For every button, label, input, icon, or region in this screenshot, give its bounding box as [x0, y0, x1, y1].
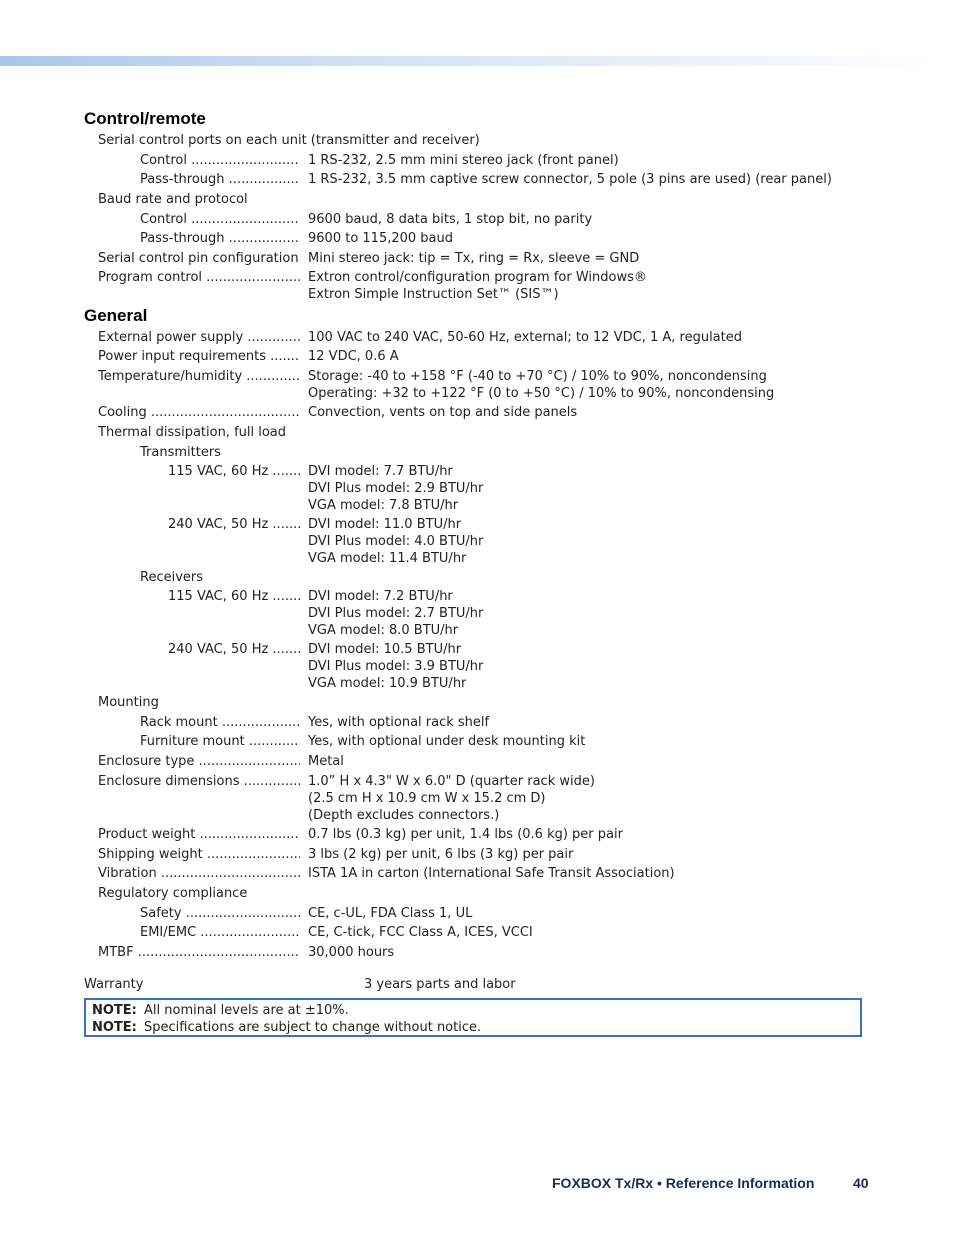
spec-label: Safety .....	[140, 905, 300, 922]
spec-value	[308, 773, 595, 824]
note-key: NOTE:	[92, 1003, 137, 1018]
spec-label: Power input requirements .....	[98, 348, 300, 365]
section-heading-general: General	[84, 306, 148, 325]
spec-label: Shipping weight .....	[98, 846, 300, 863]
note-text: All nominal levels are at ±10%.	[144, 1003, 349, 1018]
note-line	[92, 1020, 481, 1035]
spec-value-line: Storage: -40 to +158 °F (-40 to +70 °C) / 10% to 90%, noncondensing	[308, 369, 767, 384]
spec-label: 115 VAC, 60 Hz .....	[168, 588, 300, 605]
section-heading-control: Control/remote	[84, 109, 206, 128]
spec-value: Yes, with optional under desk mounting kit	[308, 734, 586, 749]
spec-value-line: VGA model: 8.0 BTU/hr	[308, 623, 459, 638]
spec-value: Metal	[308, 754, 344, 769]
spec-value-line: DVI Plus model: 3.9 BTU/hr	[308, 659, 484, 674]
spec-label: Enclosure type .....	[98, 753, 300, 770]
header-gradient-bar	[0, 56, 930, 66]
spec-value: 9600 to 115,200 baud	[308, 231, 453, 246]
spec-label: Pass-through .....	[140, 230, 300, 247]
spec-value: CE, C-tick, FCC Class A, ICES, VCCI	[308, 925, 533, 940]
spec-label: Rack mount .....	[140, 714, 300, 731]
spec-value-line: DVI Plus model: 2.9 BTU/hr	[308, 481, 484, 496]
spec-label: 240 VAC, 50 Hz .....	[168, 641, 300, 658]
spec-label: Serial control ports on each unit (transmitter and receiver)	[98, 133, 480, 148]
spec-label: Mounting	[98, 695, 159, 710]
page-number: 40	[853, 1175, 869, 1191]
spec-label: External power supply .....	[98, 329, 300, 346]
spec-value: 9600 baud, 8 data bits, 1 stop bit, no parity	[308, 212, 593, 227]
warranty-label: Warranty	[84, 977, 144, 992]
spec-value-line: (Depth excludes connectors.)	[308, 808, 500, 823]
spec-label: Receivers	[140, 570, 204, 585]
spec-label: Baud rate and protocol	[98, 192, 248, 207]
spec-value: Mini stereo jack: tip = Tx, ring = Rx, sleeve = GND	[308, 251, 640, 266]
spec-label: Vibration .....	[98, 865, 300, 882]
notes-box	[84, 998, 862, 1037]
spec-value: 3 lbs (2 kg) per unit, 6 lbs (3 kg) per pair	[308, 847, 574, 862]
spec-value-line: VGA model: 11.4 BTU/hr	[308, 551, 467, 566]
spec-label: Enclosure dimensions .....	[98, 773, 300, 790]
note-text: Specifications are subject to change without notice.	[144, 1020, 482, 1035]
spec-value-line: (2.5 cm H x 10.9 cm W x 15.2 cm D)	[308, 791, 546, 806]
warranty-value: 3 years parts and labor	[364, 977, 516, 992]
spec-label: Cooling .....	[98, 404, 300, 421]
spec-label: Control .....	[140, 211, 300, 228]
spec-value-line: DVI model: 10.5 BTU/hr	[308, 642, 462, 657]
spec-value	[308, 463, 483, 514]
spec-value	[308, 368, 774, 402]
spec-value: 100 VAC to 240 VAC, 50-60 Hz, external; to 12 VDC, 1 A, regulated	[308, 330, 742, 345]
spec-value-line: Operating: +32 to +122 °F (0 to +50 °C) / 10% to 90%, noncondensing	[308, 386, 775, 401]
spec-value	[308, 516, 483, 567]
spec-value	[308, 588, 483, 639]
spec-label: Transmitters	[140, 445, 221, 460]
spec-value: 0.7 lbs (0.3 kg) per unit, 1.4 lbs (0.6 kg) per pair	[308, 827, 623, 842]
spec-label: Furniture mount .....	[140, 733, 300, 750]
spec-label: Program control .....	[98, 269, 300, 286]
spec-label: Regulatory compliance	[98, 886, 248, 901]
spec-value-line: DVI Plus model: 4.0 BTU/hr	[308, 534, 484, 549]
note-line	[92, 1003, 349, 1018]
spec-label: Product weight .....	[98, 826, 300, 843]
spec-label: Control .....	[140, 152, 300, 169]
footer-title: FOXBOX Tx/Rx • Reference Information	[552, 1175, 815, 1191]
spec-label: MTBF .....	[98, 944, 300, 961]
spec-value-line: VGA model: 10.9 BTU/hr	[308, 676, 467, 691]
spec-value	[308, 641, 483, 692]
spec-value: Convection, vents on top and side panels	[308, 405, 578, 420]
spec-value: 12 VDC, 0.6 A	[308, 349, 399, 364]
spec-value	[308, 269, 647, 303]
spec-label: Thermal dissipation, full load	[98, 425, 287, 440]
spec-value-line: Extron control/configuration program for Windows®	[308, 270, 647, 285]
spec-value-line: DVI Plus model: 2.7 BTU/hr	[308, 606, 484, 621]
spec-label: 240 VAC, 50 Hz .....	[168, 516, 300, 533]
spec-value: ISTA 1A in carton (International Safe Transit Association)	[308, 866, 675, 881]
spec-value: 1 RS-232, 3.5 mm captive screw connector, 5 pole (3 pins are used) (rear panel)	[308, 172, 832, 187]
spec-label: Serial control pin configuration .....	[98, 250, 300, 267]
spec-value-line: Extron Simple Instruction Set™ (SIS™)	[308, 287, 559, 302]
spec-value: 30,000 hours	[308, 945, 395, 960]
spec-value-line: DVI model: 11.0 BTU/hr	[308, 517, 462, 532]
spec-value: CE, c-UL, FDA Class 1, UL	[308, 906, 473, 921]
spec-value-line: VGA model: 7.8 BTU/hr	[308, 498, 459, 513]
spec-label: EMI/EMC .....	[140, 924, 300, 941]
spec-value: Yes, with optional rack shelf	[308, 715, 490, 730]
spec-value-line: DVI model: 7.7 BTU/hr	[308, 464, 453, 479]
spec-value-line: DVI model: 7.2 BTU/hr	[308, 589, 453, 604]
spec-value: 1 RS-232, 2.5 mm mini stereo jack (front panel)	[308, 153, 619, 168]
spec-label: Temperature/humidity .....	[98, 368, 300, 385]
spec-value-line: 1.0” H x 4.3" W x 6.0" D (quarter rack wide)	[308, 774, 595, 789]
spec-label: 115 VAC, 60 Hz .....	[168, 463, 300, 480]
note-key: NOTE:	[92, 1020, 137, 1035]
spec-label: Pass-through .....	[140, 171, 300, 188]
